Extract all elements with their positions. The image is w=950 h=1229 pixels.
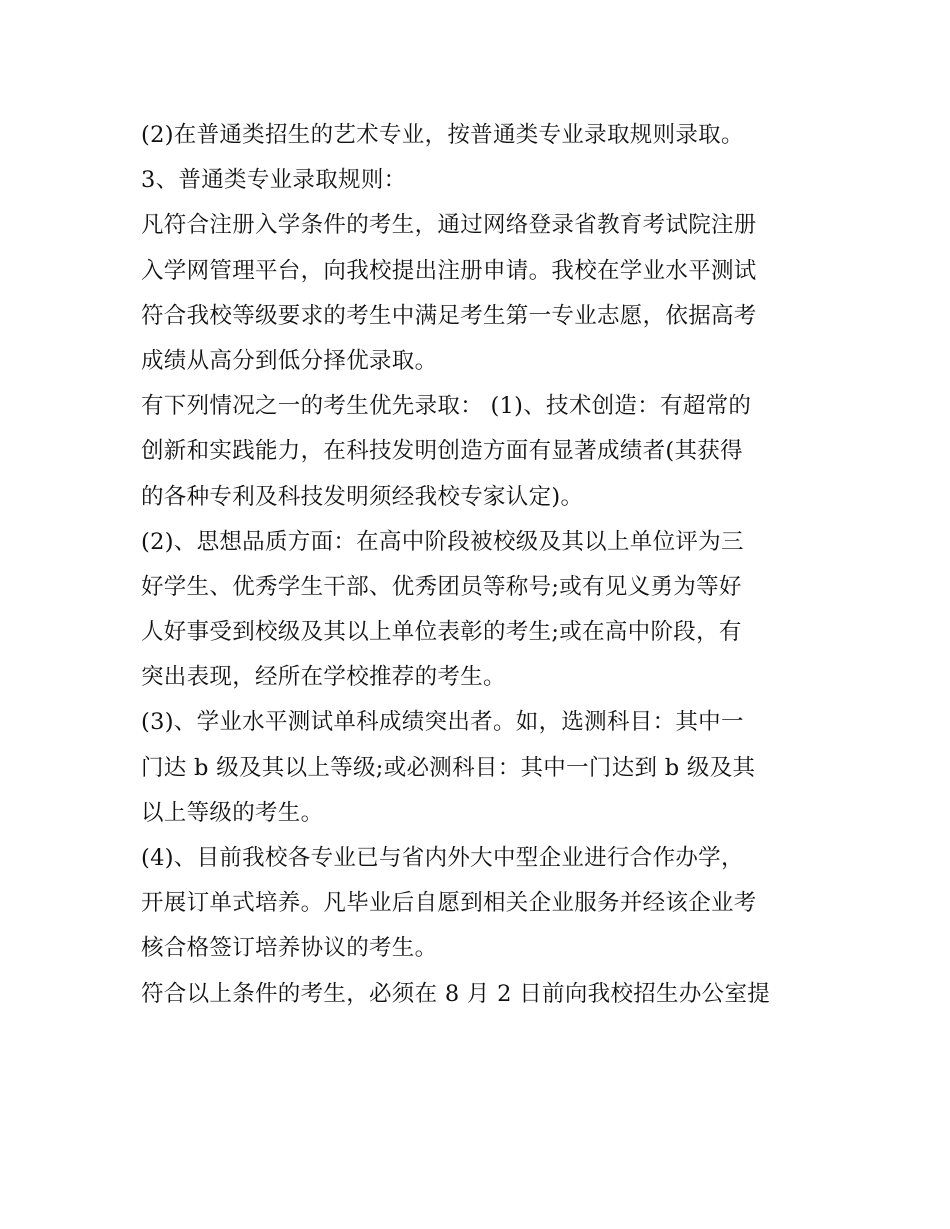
text-line: 以上等级的考生。 (141, 799, 324, 826)
text-line: 3、普通类专业录取规则： (141, 167, 407, 194)
text-line: 有下列情况之一的考生优先录取： (1)、技术创造：有超常的 (141, 393, 752, 420)
text-line: 好学生、优秀学生干部、优秀团员等称号;或有见义勇为等好 (141, 573, 742, 600)
text-line: 符合我校等级要求的考生中满足考生第一专业志愿，依据高考 (141, 302, 757, 329)
text-line: (3)、学业水平测试单科成绩突出者。如，选测科目：其中一 (141, 709, 744, 736)
text-line: 入学网管理平台，向我校提出注册申请。我校在学业水平测试 (141, 257, 757, 284)
text-line: 开展订单式培养。凡毕业后自愿到相关企业服务并经该企业考 (141, 890, 757, 917)
text-line: 门达 b 级及其以上等级;或必测科目：其中一门达到 b 级及其 (141, 754, 756, 781)
text-line: 凡符合注册入学条件的考生，通过网络登录省教育考试院注册 (141, 212, 757, 239)
document-body (141, 113, 821, 1017)
text-line: 符合以上条件的考生，必须在 8 月 2 日前向我校招生办公室提 (141, 980, 771, 1007)
text-line: 创新和实践能力，在科技发明创造方面有显著成绩者(其获得 (141, 438, 743, 465)
text-line: (4)、目前我校各专业已与省内外大中型企业进行合作办学， (141, 845, 744, 871)
text-line: (2)在普通类招生的艺术专业，按普通类专业录取规则录取。 (141, 122, 744, 148)
text-line: 核合格签订培养协议的考生。 (141, 935, 438, 962)
text-line: 的各种专利及科技发明须经我校专家认定)。 (141, 483, 584, 510)
text-line: 人好事受到校级及其以上单位表彰的考生;或在高中阶段，有 (141, 619, 742, 646)
text-line: 成绩从高分到低分择优录取。 (141, 347, 438, 374)
text-line: 突出表现，经所在学校推荐的考生。 (141, 664, 506, 691)
text-line: (2)、思想品质方面：在高中阶段被校级及其以上单位评为三 (141, 528, 744, 555)
